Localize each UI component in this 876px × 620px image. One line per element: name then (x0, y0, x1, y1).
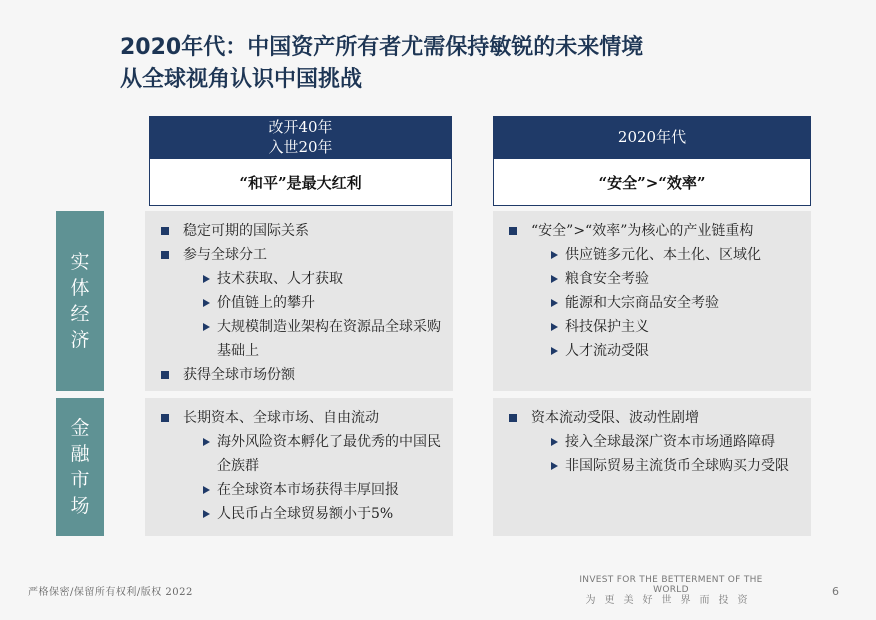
sub-bullet-list (183, 267, 445, 363)
sub-bullet-item: 粮食安全考验 (549, 267, 803, 291)
bullet-item: 资本流动受限、波动性剧增 接入全球最深广资本市场通路障碍 非国际贸易主流货币全球购买力受限 (505, 406, 803, 478)
cell-financial-market-left (145, 398, 453, 536)
row-label-char: 融 (70, 443, 90, 465)
footer-tagline-cn: 为更美好世界而投资 (585, 595, 757, 606)
cell-real-economy-left (145, 211, 453, 391)
row-label-char: 场 (70, 495, 90, 517)
right-subtitle-text: “安全”>“效率” (598, 173, 706, 192)
bullet-item: 参与全球分工 技术获取、人才获取 价值链上的攀升 大规模制造业架构在资源品全球采购基础上 (157, 243, 445, 363)
bullet-list (157, 219, 445, 387)
sub-bullet-item: 技术获取、人才获取 (201, 267, 445, 291)
row-label-real-economy (56, 211, 104, 391)
right-header-text: 2020年代 (617, 128, 687, 146)
sub-bullet-item: 能源和大宗商品安全考验 (549, 291, 803, 315)
sub-bullet-list (531, 243, 803, 363)
bullet-item: 获得全球市场份额 (157, 363, 445, 387)
footer-copyright: 严格保密/保留所有权利/版权 2022 (28, 587, 193, 598)
sub-bullet-item: 人民币占全球贸易额小于5% (201, 502, 445, 526)
row-label-char: 市 (70, 469, 90, 491)
right-column-header (493, 116, 811, 158)
sub-bullet-item: 大规模制造业架构在资源品全球采购基础上 (201, 315, 445, 363)
left-column-header (149, 116, 452, 158)
sub-bullet-item: 接入全球最深广资本市场通路障碍 (549, 430, 803, 454)
title-line-1: 2020年代：中国资产所有者尤需保持敏锐的未来情境 (120, 35, 644, 60)
sub-bullet-item: 人才流动受限 (549, 339, 803, 363)
sub-bullet-list (531, 430, 803, 478)
sub-bullet-item: 价值链上的攀升 (201, 291, 445, 315)
sub-bullet-item: 非国际贸易主流货币全球购买力受限 (549, 454, 803, 478)
bullet-item: 长期资本、全球市场、自由流动 海外风险资本孵化了最优秀的中国民企族群 在全球资本市场获得丰厚回报 人民币占全球贸易额小于5% (157, 406, 445, 526)
cell-financial-market-right (493, 398, 811, 536)
sub-bullet-item: 海外风险资本孵化了最优秀的中国民企族群 (201, 430, 445, 478)
bullet-item: 稳定可期的国际关系 (157, 219, 445, 243)
row-label-financial-market (56, 398, 104, 536)
row-label-char: 体 (70, 277, 90, 299)
sub-bullet-item: 在全球资本市场获得丰厚回报 (201, 478, 445, 502)
sub-bullet-item: 科技保护主义 (549, 315, 803, 339)
bullet-list (505, 406, 803, 478)
title-line-2: 从全球视角认识中国挑战 (120, 67, 363, 92)
cell-real-economy-right (493, 211, 811, 391)
right-column-subtitle (493, 158, 811, 206)
bullet-list (157, 406, 445, 526)
row-label-char: 济 (70, 329, 90, 351)
slide-title (120, 32, 643, 96)
row-label-char: 金 (70, 417, 90, 439)
left-subtitle-text: “和平”是最大红利 (239, 173, 362, 192)
footer-tagline-en: INVEST FOR THE BETTERMENT OF THE WORLD (579, 575, 763, 595)
row-label-char: 经 (70, 303, 90, 325)
sub-bullet-list (183, 430, 445, 526)
left-header-line-1: 改开40年 (268, 118, 333, 136)
left-header-line-2: 入世20年 (268, 138, 333, 156)
left-column-subtitle (149, 158, 452, 206)
page-number: 6 (832, 585, 839, 598)
bullet-list (505, 219, 803, 363)
bullet-item: “安全”>“效率”为核心的产业链重构 供应链多元化、本土化、区域化 粮食安全考验 能源和大宗商品安全考验 科技保护主义 人才流动受限 (505, 219, 803, 363)
row-label-char: 实 (70, 251, 90, 273)
sub-bullet-item: 供应链多元化、本土化、区域化 (549, 243, 803, 267)
